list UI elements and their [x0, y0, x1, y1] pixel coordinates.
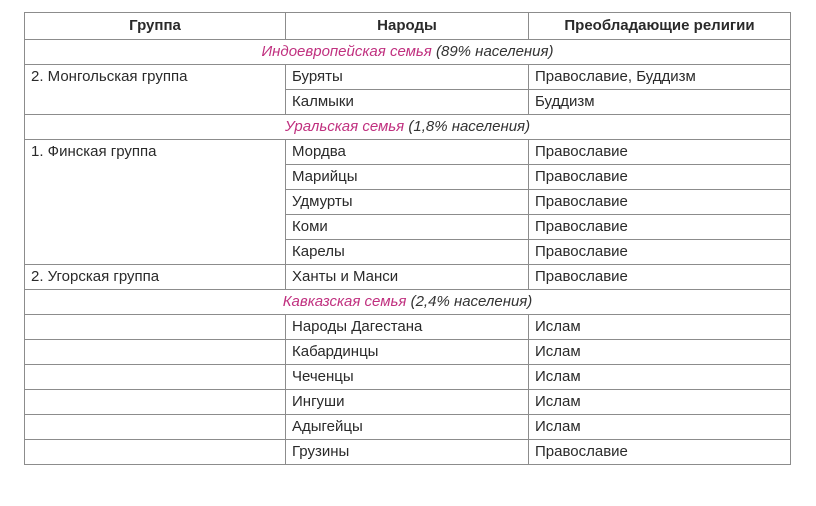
group-cell	[25, 390, 286, 415]
people-cell: Мордва	[286, 140, 529, 165]
people-cell: Буряты	[286, 65, 529, 90]
religion-cell: Православие	[529, 215, 791, 240]
table-row	[25, 415, 791, 440]
family-row-uralic	[25, 115, 791, 140]
table-row	[25, 65, 791, 90]
family-share: (1,8% населения)	[408, 118, 531, 135]
people-cell: Карелы	[286, 240, 529, 265]
religion-cell: Ислам	[529, 415, 791, 440]
group-cell: 1. Финская группа	[25, 140, 286, 265]
religion-cell: Ислам	[529, 315, 791, 340]
group-cell	[25, 365, 286, 390]
religion-cell: Ислам	[529, 365, 791, 390]
group-cell	[25, 315, 286, 340]
header-row	[25, 13, 791, 40]
group-cell	[25, 415, 286, 440]
family-name: Кавказская семья	[282, 293, 407, 310]
people-cell: Удмурты	[286, 190, 529, 215]
table-row	[25, 140, 791, 165]
people-cell: Ханты и Манси	[286, 265, 529, 290]
header-religions: Преобладающие религии	[529, 13, 791, 40]
people-cell: Кабардинцы	[286, 340, 529, 365]
header-peoples: Народы	[286, 13, 529, 40]
religion-cell: Православие	[529, 265, 791, 290]
group-cell: 2. Монгольская группа	[25, 65, 286, 115]
family-row-indoeuropean	[25, 40, 791, 65]
header-group: Группа	[25, 13, 286, 40]
family-share: (2,4% населения)	[410, 293, 533, 310]
people-cell: Калмыки	[286, 90, 529, 115]
family-cell	[25, 115, 791, 140]
religion-cell: Православие	[529, 140, 791, 165]
table-row	[25, 265, 791, 290]
family-row-caucasian	[25, 290, 791, 315]
table-row	[25, 340, 791, 365]
peoples-religions-table	[24, 12, 791, 465]
group-cell	[25, 340, 286, 365]
group-cell: 2. Угорская группа	[25, 265, 286, 290]
family-share: (89% населения)	[436, 43, 554, 60]
people-cell: Адыгейцы	[286, 415, 529, 440]
religion-cell: Православие	[529, 240, 791, 265]
religion-cell: Ислам	[529, 340, 791, 365]
table-row	[25, 315, 791, 340]
religion-cell: Православие, Буддизм	[529, 65, 791, 90]
people-cell: Чеченцы	[286, 365, 529, 390]
people-cell: Ингуши	[286, 390, 529, 415]
religion-cell: Православие	[529, 190, 791, 215]
family-cell	[25, 40, 791, 65]
group-cell	[25, 440, 286, 465]
people-cell: Марийцы	[286, 165, 529, 190]
table-row	[25, 365, 791, 390]
table-row	[25, 440, 791, 465]
religion-cell: Православие	[529, 440, 791, 465]
peoples-religions-table-frame	[24, 12, 790, 465]
religion-cell: Ислам	[529, 390, 791, 415]
family-cell	[25, 290, 791, 315]
people-cell: Коми	[286, 215, 529, 240]
religion-cell: Буддизм	[529, 90, 791, 115]
people-cell: Грузины	[286, 440, 529, 465]
family-name: Уральская семья	[284, 118, 405, 135]
family-name: Индоевропейская семья	[261, 43, 432, 60]
people-cell: Народы Дагестана	[286, 315, 529, 340]
religion-cell: Православие	[529, 165, 791, 190]
table-row	[25, 390, 791, 415]
